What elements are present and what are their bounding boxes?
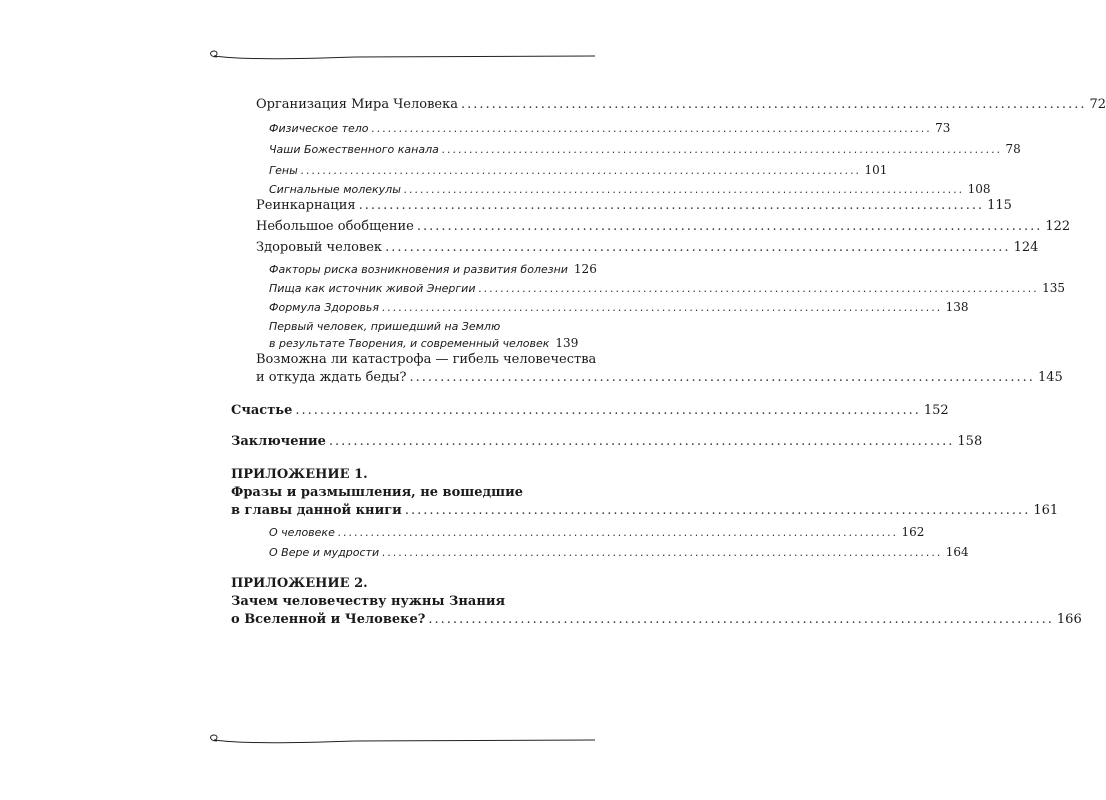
toc-entry[interactable] [256, 219, 1071, 234]
toc-page-number: 145 [1037, 370, 1063, 385]
toc-entry-title: и откуда ждать беды? [256, 370, 407, 385]
leader-dots: ...................................................................................................... [358, 198, 985, 213]
leader-dots: ...................................................................................................... [382, 546, 943, 559]
toc-chapter[interactable] [231, 503, 1059, 518]
toc-subentry-first-line: Первый человек, пришедший на Землю [269, 320, 501, 333]
toc-page-number: 139 [555, 336, 579, 350]
toc-page-number: 164 [945, 545, 969, 559]
leader-dots: ...................................................................................................... [337, 526, 899, 539]
toc-entry-title: Гены [269, 164, 298, 177]
toc-subentry[interactable] [269, 182, 991, 196]
toc-entry[interactable] [256, 370, 1063, 385]
leader-dots: ...................................................................................................... [416, 219, 1043, 234]
leader-dots: ...................................................................................................... [409, 370, 1035, 385]
toc-entry[interactable] [256, 240, 1039, 255]
toc-entry-title: Формула Здоровья [269, 301, 379, 314]
toc-page-number: 135 [1042, 281, 1066, 295]
leader-dots: ...................................................................................................... [385, 240, 1011, 255]
leader-dots: ...................................................................................................... [295, 403, 921, 418]
toc-subentry[interactable] [269, 545, 969, 559]
leader-dots: ...................................................................................................... [478, 282, 1040, 295]
toc-page-number: 158 [957, 434, 983, 449]
toc-chapter[interactable] [231, 403, 949, 418]
toc-page-number: 162 [901, 525, 925, 539]
flourish-icon [205, 732, 595, 748]
bottom-ornament-rule [205, 732, 595, 748]
toc-entry-title: Здоровый человек [256, 240, 383, 255]
toc-chapter[interactable] [231, 612, 1082, 627]
toc-entry-title: Заключение [231, 434, 326, 449]
toc-entry-title: О Вере и мудрости [269, 546, 380, 559]
toc-entry-title: Счастье [231, 403, 293, 418]
leader-dots: ...................................................................................................... [460, 97, 1087, 112]
leader-dots: ...................................................................................................... [404, 503, 1031, 518]
leader-dots: ...................................................................................................... [403, 183, 965, 196]
toc-page-number: 161 [1033, 503, 1059, 518]
appendix-title-first-line: Зачем человечеству нужны Знания [231, 594, 506, 609]
leader-dots: ...................................................................................................... [328, 434, 955, 449]
toc-subentry[interactable] [269, 163, 888, 177]
toc-page-number: 101 [864, 163, 888, 177]
leader-dots: ...................................................................................................... [381, 301, 943, 314]
toc-entry[interactable] [256, 198, 1012, 213]
toc-entry[interactable] [256, 97, 1106, 112]
toc-entry-title: Чаши Божественного канала [269, 143, 439, 156]
toc-subentry[interactable] [269, 142, 1021, 156]
leader-dots: ...................................................................................................... [300, 164, 862, 177]
toc-entry-title: Физическое тело [269, 122, 369, 135]
appendix-heading: ПРИЛОЖЕНИЕ 1. [231, 467, 368, 482]
toc-entry-first-line: Возможна ли катастрофа — гибель человечества [256, 352, 597, 367]
appendix-heading: ПРИЛОЖЕНИЕ 2. [231, 576, 368, 591]
leader-dots: ...................................................................................................... [428, 612, 1054, 627]
toc-page-number: 152 [923, 403, 949, 418]
toc-subentry[interactable] [269, 121, 951, 135]
toc-entry-title: Пища как источник живой Энергии [269, 282, 476, 295]
toc-entry-title: в главы данной книги [231, 503, 402, 518]
toc-entry-title: Небольшое обобщение [256, 219, 414, 234]
leader-dots: ...................................................................................................... [441, 143, 1003, 156]
toc-entry-title: Факторы риска возникновения и развития болезни [269, 263, 568, 276]
toc-page-number: 124 [1013, 240, 1039, 255]
toc-subentry[interactable] [269, 300, 969, 314]
toc-page-number: 166 [1056, 612, 1082, 627]
toc-entry-title: Реинкарнация [256, 198, 356, 213]
toc-subentry[interactable] [269, 336, 579, 350]
leader-dots: ...................................................................................................... [371, 122, 933, 135]
toc-entry-title: о Вселенной и Человеке? [231, 612, 426, 627]
toc-page-number: 115 [987, 198, 1012, 213]
toc-page-number: 72 [1089, 97, 1106, 112]
toc-entry-title: О человеке [269, 526, 335, 539]
toc-page-number: 73 [935, 121, 951, 135]
toc-page-number: 126 [573, 262, 597, 276]
toc-chapter[interactable] [231, 434, 983, 449]
toc-subentry[interactable] [269, 262, 597, 276]
toc-entry-title: Организация Мира Человека [256, 97, 458, 112]
toc-page-number: 78 [1005, 142, 1021, 156]
toc-entry-title: Сигнальные молекулы [269, 183, 401, 196]
appendix-title-first-line: Фразы и размышления, не вошедшие [231, 485, 524, 500]
toc-page-number: 122 [1045, 219, 1071, 234]
toc-subentry[interactable] [269, 281, 1066, 295]
toc-entry-title: в результате Творения, и современный человек [269, 337, 550, 350]
toc-subentry[interactable] [269, 525, 925, 539]
toc-page-number: 108 [967, 182, 991, 196]
toc-page-number: 138 [945, 300, 969, 314]
